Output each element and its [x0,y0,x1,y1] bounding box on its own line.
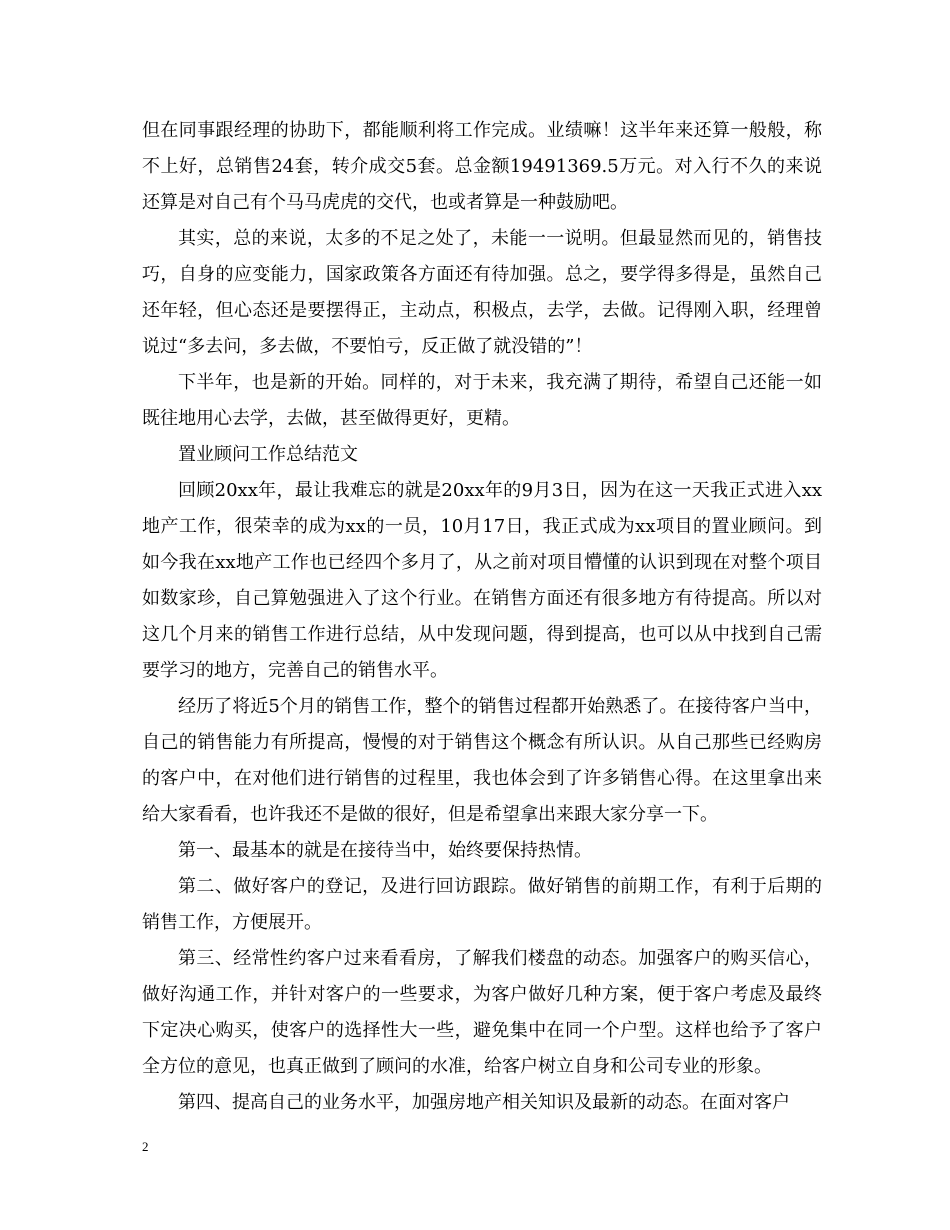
page-number: 2 [142,1139,149,1154]
paragraph-3: 下半年，也是新的开始。同样的，对于未来，我充满了期待，希望自己还能一如既往地用心去学，去做，甚至做得更好，更精。 [142,372,822,429]
paragraph-1: 但在同事跟经理的协助下，都能顺利将工作完成。业绩嘛！这半年来还算一般般，称不上好，总销售24套，转介成交5套。总金额19491369.5万元。对入行不久的来说还算是对自己有个马马虎虎的交代，也或者算是一种鼓励吧。 [142,120,822,213]
paragraph-6: 经历了将近5个月的销售工作，整个的销售过程都开始熟悉了。在接待客户当中，自己的销售能力有所提高，慢慢的对于销售这个概念有所认识。从自己那些已经购房的客户中，在对他们进行销售的过程里，我也体会到了许多销售心得。在这里拿出来给大家看看，也许我还不是做的很好，但是希望拿出来跟大家分享一下。 [142,696,822,825]
document-body [142,113,822,1121]
paragraph-5: 回顾20xx年，最让我难忘的就是20xx年的9月3日，因为在这一天我正式进入xx地产工作，很荣幸的成为xx的一员，10月17日，我正式成为xx项目的置业顾问。到如今我在xx地产工作也已经四个多月了，从之前对项目懵懂的认识到现在对整个项目如数家珍，自己算勉强进入了这个行业。在销售方面还有很多地方有待提高。所以对这几个月来的销售工作进行总结，从中发现问题，得到提高，也可以从中找到自己需要学习的地方，完善自己的销售水平。 [142,480,822,681]
section-title: 置业顾问工作总结范文 [178,444,358,465]
paragraph-10: 第四、提高自己的业务水平，加强房地产相关知识及最新的动态。在面对客户 [178,1092,790,1113]
paragraph-9: 第三、经常性约客户过来看看房，了解我们楼盘的动态。加强客户的购买信心，做好沟通工作，并针对客户的一些要求，为客户做好几种方案，便于客户考虑及最终下定决心购买，使客户的选择性大一些，避免集中在同一个户型。这样也给予了客户全方位的意见，也真正做到了顾问的水准，给客户树立自身和公司专业的形象。 [142,948,822,1077]
paragraph-2: 其实，总的来说，太多的不足之处了，未能一一说明。但最显然而见的，销售技巧，自身的应变能力，国家政策各方面还有待加强。总之，要学得多得是，虽然自己还年轻，但心态还是要摆得正，主动点，积极点，去学，去做。记得刚入职，经理曾说过“多去问，多去做，不要怕亏，反正做了就没错的”！ [142,228,822,357]
paragraph-7: 第一、最基本的就是在接待当中，始终要保持热情。 [178,840,592,861]
paragraph-8: 第二、做好客户的登记，及进行回访跟踪。做好销售的前期工作，有利于后期的销售工作，方便展开。 [142,876,822,933]
